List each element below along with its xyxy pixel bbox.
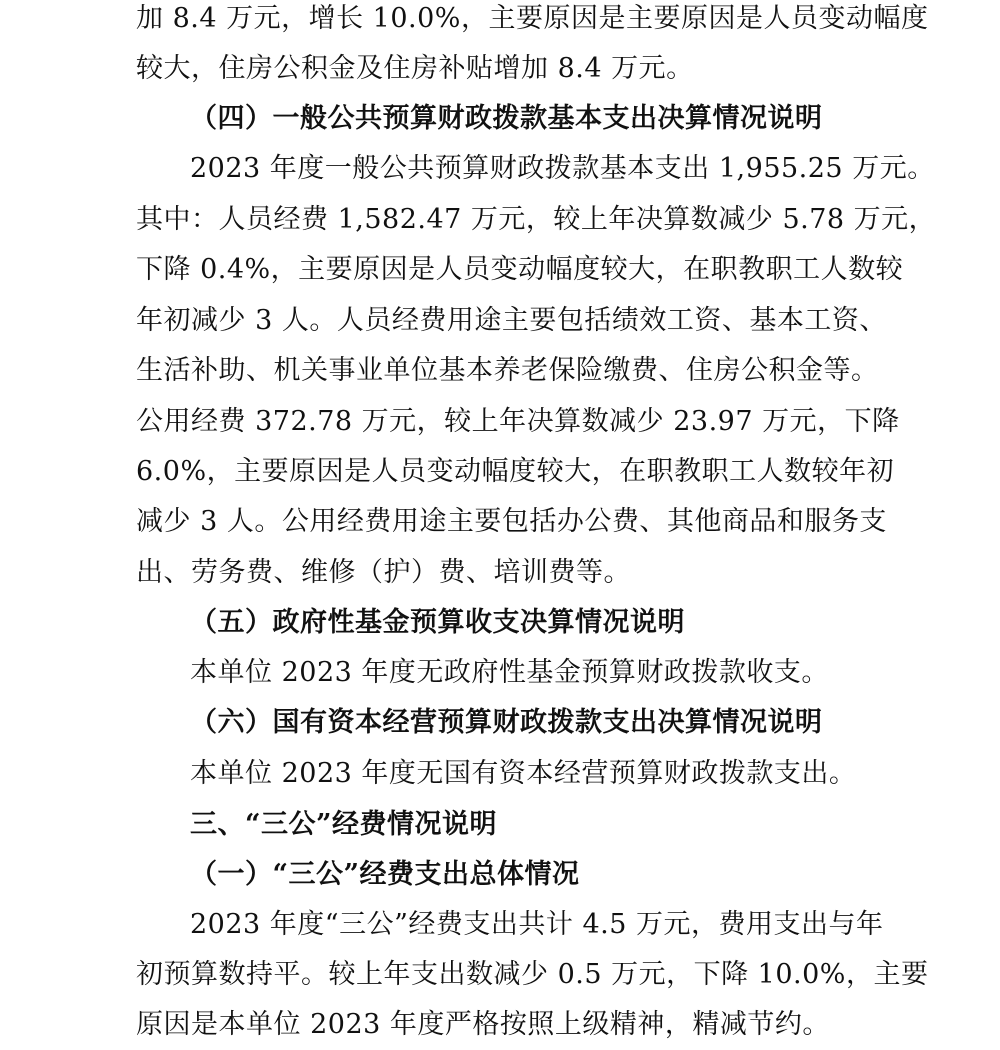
section-heading: （一）“三公”经费支出总体情况 — [190, 859, 580, 890]
paragraph-line: 出、劳务费、维修（护）费、培训费等。 — [136, 557, 631, 588]
paragraph-line: 减少 3 人。公用经费用途主要包括办公费、其他商品和服务支 — [136, 506, 887, 537]
paragraph-line: 6.0%，主要原因是人员变动幅度较大，在职教职工人数较年初 — [136, 456, 895, 487]
paragraph-line: 原因是本单位 2023 年度严格按照上级精神，精减节约。 — [136, 1009, 830, 1040]
paragraph-line: 较大，住房公积金及住房补贴增加 8.4 万元。 — [136, 53, 694, 84]
section-heading: （六）国有资本经营预算财政拨款支出决算情况说明 — [190, 707, 823, 738]
section-heading: （五）政府性基金预算收支决算情况说明 — [190, 607, 685, 638]
paragraph-line: 生活补助、机关事业单位基本养老保险缴费、住房公积金等。 — [136, 355, 879, 386]
paragraph-line: 本单位 2023 年度无国有资本经营预算财政拨款支出。 — [190, 758, 857, 789]
paragraph-line: 公用经费 372.78 万元，较上年决算数减少 23.97 万元，下降 — [136, 406, 900, 437]
section-heading: （四）一般公共预算财政拨款基本支出决算情况说明 — [190, 103, 823, 134]
paragraph-line: 2023 年度“三公”经费支出共计 4.5 万元，费用支出与年 — [190, 909, 884, 940]
paragraph-line: 加 8.4 万元，增长 10.0%，主要原因是主要原因是人员变动幅度 — [136, 3, 929, 34]
chapter-heading: 三、“三公”经费情况说明 — [190, 809, 498, 840]
paragraph-line: 下降 0.4%，主要原因是人员变动幅度较大，在职教职工人数较 — [136, 254, 904, 285]
paragraph-line: 2023 年度一般公共预算财政拨款基本支出 1,955.25 万元。 — [190, 153, 935, 184]
paragraph-line: 初预算数持平。较上年支出数减少 0.5 万元，下降 10.0%，主要 — [136, 959, 929, 990]
paragraph-line: 其中：人员经费 1,582.47 万元，较上年决算数减少 5.78 万元， — [136, 204, 937, 235]
paragraph-line: 本单位 2023 年度无政府性基金预算财政拨款收支。 — [190, 657, 829, 688]
paragraph-line: 年初减少 3 人。人员经费用途主要包括绩效工资、基本工资、 — [136, 305, 887, 336]
